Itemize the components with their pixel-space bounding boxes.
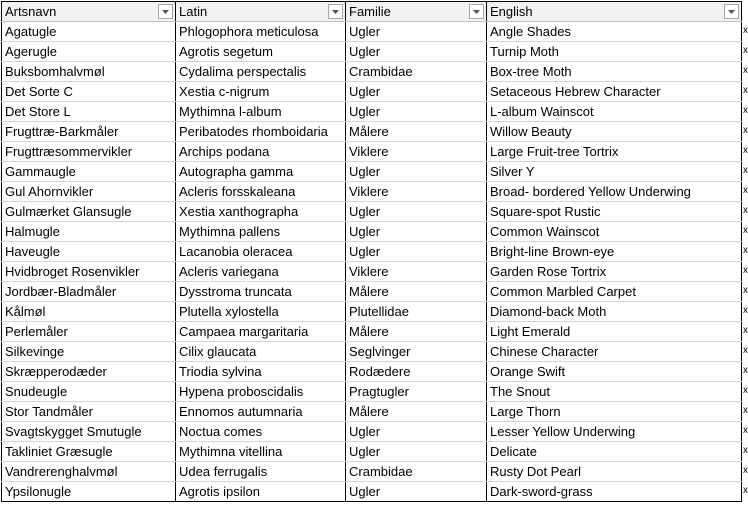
cell-english[interactable]: L-album Wainscot bbox=[487, 102, 742, 122]
cell-english[interactable]: Common Wainscot bbox=[487, 222, 742, 242]
cell-familie[interactable]: Målere bbox=[346, 122, 487, 142]
cell-artsnavn[interactable]: Stor Tandmåler bbox=[2, 402, 176, 422]
cell-english[interactable]: Broad- bordered Yellow Underwing bbox=[487, 182, 742, 202]
cell-latin[interactable]: Xestia xanthographa bbox=[176, 202, 346, 222]
header-row bbox=[2, 2, 742, 22]
cell-english[interactable]: Common Marbled Carpet bbox=[487, 282, 742, 302]
cell-latin[interactable]: Phlogophora meticulosa bbox=[176, 22, 346, 42]
table-row bbox=[2, 162, 742, 182]
cell-english[interactable]: The Snout bbox=[487, 382, 742, 402]
table-row bbox=[2, 222, 742, 242]
cell-latin[interactable]: Hypena proboscidalis bbox=[176, 382, 346, 402]
table-row bbox=[2, 442, 742, 462]
table-row bbox=[2, 202, 742, 222]
cell-familie[interactable]: Ugler bbox=[346, 222, 487, 242]
table-row bbox=[2, 482, 742, 502]
table-row bbox=[2, 22, 742, 42]
cell-artsnavn[interactable]: Gammaugle bbox=[2, 162, 176, 182]
overflow-marker: x bbox=[743, 225, 748, 236]
cell-latin[interactable]: Lacanobia oleracea bbox=[176, 242, 346, 262]
table-row bbox=[2, 322, 742, 342]
cell-artsnavn[interactable]: Halmugle bbox=[2, 222, 176, 242]
overflow-marker: x bbox=[743, 265, 748, 276]
cell-artsnavn[interactable]: Perlemåler bbox=[2, 322, 176, 342]
cell-latin[interactable]: Agrotis ipsilon bbox=[176, 482, 346, 502]
cell-familie[interactable]: Ugler bbox=[346, 422, 487, 442]
overflow-marker: x bbox=[743, 85, 748, 96]
cell-latin[interactable]: Mythimna l-album bbox=[176, 102, 346, 122]
cell-artsnavn[interactable]: Ypsilonugle bbox=[2, 482, 176, 502]
table-row bbox=[2, 182, 742, 202]
cell-familie[interactable]: Ugler bbox=[346, 442, 487, 462]
cell-latin[interactable]: Plutella xylostella bbox=[176, 302, 346, 322]
table-body bbox=[2, 22, 742, 502]
species-table bbox=[1, 1, 742, 502]
cell-artsnavn[interactable]: Snudeugle bbox=[2, 382, 176, 402]
cell-english[interactable]: Delicate bbox=[487, 442, 742, 462]
cell-artsnavn[interactable]: Kålmøl bbox=[2, 302, 176, 322]
filter-dropdown-button[interactable] bbox=[724, 4, 739, 19]
cell-artsnavn[interactable]: Agatugle bbox=[2, 22, 176, 42]
cell-latin[interactable]: Dysstroma truncata bbox=[176, 282, 346, 302]
table-row bbox=[2, 402, 742, 422]
cell-english[interactable]: Rusty Dot Pearl bbox=[487, 462, 742, 482]
cell-english[interactable]: Light Emerald bbox=[487, 322, 742, 342]
overflow-marker: x bbox=[743, 25, 748, 36]
cell-english[interactable]: Square-spot Rustic bbox=[487, 202, 742, 222]
cell-familie[interactable]: Seglvinger bbox=[346, 342, 487, 362]
cell-artsnavn[interactable]: Gul Ahornvikler bbox=[2, 182, 176, 202]
cell-familie[interactable]: Ugler bbox=[346, 202, 487, 222]
table-row bbox=[2, 362, 742, 382]
overflow-marker: x bbox=[743, 425, 748, 436]
overflow-marker: x bbox=[743, 305, 748, 316]
table-row bbox=[2, 382, 742, 402]
cell-english[interactable]: Orange Swift bbox=[487, 362, 742, 382]
filter-dropdown-button[interactable] bbox=[469, 4, 484, 19]
table-row bbox=[2, 142, 742, 162]
cell-familie[interactable]: Crambidae bbox=[346, 62, 487, 82]
cell-artsnavn[interactable]: Vandrerenghalvmøl bbox=[2, 462, 176, 482]
cell-familie[interactable]: Crambidae bbox=[346, 462, 487, 482]
dropdown-arrow-icon bbox=[332, 10, 339, 14]
cell-artsnavn[interactable]: Hvidbroget Rosenvikler bbox=[2, 262, 176, 282]
overflow-marker: x bbox=[743, 385, 748, 396]
cell-english[interactable]: Dark-sword-grass bbox=[487, 482, 742, 502]
cell-artsnavn[interactable]: Buksbomhalvmøl bbox=[2, 62, 176, 82]
cell-familie[interactable]: Målere bbox=[346, 322, 487, 342]
cell-artsnavn[interactable]: Agerugle bbox=[2, 42, 176, 62]
overflow-marker: x bbox=[743, 45, 748, 56]
dropdown-arrow-icon bbox=[162, 10, 169, 14]
column-header-latin[interactable] bbox=[176, 2, 346, 22]
cell-familie[interactable]: Ugler bbox=[346, 22, 487, 42]
table-row bbox=[2, 422, 742, 442]
overflow-marker: x bbox=[743, 365, 748, 376]
cell-english[interactable]: Silver Y bbox=[487, 162, 742, 182]
table-row bbox=[2, 102, 742, 122]
cell-artsnavn[interactable]: Takliniet Græsugle bbox=[2, 442, 176, 462]
overflow-marker: x bbox=[743, 325, 748, 336]
table-row bbox=[2, 302, 742, 322]
cell-familie[interactable]: Ugler bbox=[346, 82, 487, 102]
column-header-label: Artsnavn bbox=[5, 4, 57, 19]
cell-latin[interactable]: Cydalima perspectalis bbox=[176, 62, 346, 82]
overflow-marker: x bbox=[743, 185, 748, 196]
cell-english[interactable]: Angle Shades bbox=[487, 22, 742, 42]
overflow-marker: x bbox=[743, 65, 748, 76]
overflow-marker: x bbox=[743, 125, 748, 136]
table-row bbox=[2, 42, 742, 62]
cell-english[interactable]: Garden Rose Tortrix bbox=[487, 262, 742, 282]
filter-dropdown-button[interactable] bbox=[158, 4, 173, 19]
overflow-marker: x bbox=[743, 465, 748, 476]
cell-english[interactable]: Turnip Moth bbox=[487, 42, 742, 62]
cell-english[interactable]: Diamond-back Moth bbox=[487, 302, 742, 322]
cell-latin[interactable]: Campaea margaritaria bbox=[176, 322, 346, 342]
cell-latin[interactable]: Peribatodes rhomboidaria bbox=[176, 122, 346, 142]
cell-artsnavn[interactable]: Haveugle bbox=[2, 242, 176, 262]
cell-familie[interactable]: Målere bbox=[346, 282, 487, 302]
overflow-marker: x bbox=[743, 205, 748, 216]
cell-familie[interactable]: Ugler bbox=[346, 162, 487, 182]
overflow-marker: x bbox=[743, 345, 748, 356]
cell-artsnavn[interactable]: Svagtskygget Smutugle bbox=[2, 422, 176, 442]
cell-english[interactable]: Box-tree Moth bbox=[487, 62, 742, 82]
cell-artsnavn[interactable]: Jordbær-Bladmåler bbox=[2, 282, 176, 302]
dropdown-arrow-icon bbox=[473, 10, 480, 14]
table-row bbox=[2, 262, 742, 282]
cell-artsnavn[interactable]: Skræpperodæder bbox=[2, 362, 176, 382]
overflow-marker: x bbox=[743, 405, 748, 416]
cell-latin[interactable]: Acleris forsskaleana bbox=[176, 182, 346, 202]
cell-latin[interactable]: Agrotis segetum bbox=[176, 42, 346, 62]
cell-latin[interactable]: Acleris variegana bbox=[176, 262, 346, 282]
cell-familie[interactable]: Ugler bbox=[346, 102, 487, 122]
column-header-label: Familie bbox=[349, 4, 391, 19]
cell-familie[interactable]: Ugler bbox=[346, 242, 487, 262]
cell-latin[interactable]: Mythimna vitellina bbox=[176, 442, 346, 462]
cell-familie[interactable]: Rodædere bbox=[346, 362, 487, 382]
column-header-label: Latin bbox=[179, 4, 208, 19]
filter-dropdown-button[interactable] bbox=[328, 4, 343, 19]
cell-artsnavn[interactable]: Frugttræ-Barkmåler bbox=[2, 122, 176, 142]
table-row bbox=[2, 282, 742, 302]
column-header-label: English bbox=[490, 4, 533, 19]
cell-familie[interactable]: Ugler bbox=[346, 42, 487, 62]
cell-artsnavn[interactable]: Gulmærket Glansugle bbox=[2, 202, 176, 222]
cell-english[interactable]: Large Thorn bbox=[487, 402, 742, 422]
overflow-marker: x bbox=[743, 445, 748, 456]
table-row bbox=[2, 82, 742, 102]
cell-familie[interactable]: Pragtugler bbox=[346, 382, 487, 402]
overflow-marker: x bbox=[743, 285, 748, 296]
cell-latin[interactable]: Xestia c-nigrum bbox=[176, 82, 346, 102]
table-row bbox=[2, 62, 742, 82]
cell-artsnavn[interactable]: Det Store L bbox=[2, 102, 176, 122]
cell-latin[interactable]: Mythimna pallens bbox=[176, 222, 346, 242]
cell-english[interactable]: Large Fruit-tree Tortrix bbox=[487, 142, 742, 162]
cell-english[interactable]: Chinese Character bbox=[487, 342, 742, 362]
overflow-marker: x bbox=[743, 245, 748, 256]
cell-familie[interactable]: Plutellidae bbox=[346, 302, 487, 322]
overflow-marker: x bbox=[743, 145, 748, 156]
dropdown-arrow-icon bbox=[728, 10, 735, 14]
table-row bbox=[2, 342, 742, 362]
table-row bbox=[2, 122, 742, 142]
cell-english[interactable]: Lesser Yellow Underwing bbox=[487, 422, 742, 442]
cell-english[interactable]: Setaceous Hebrew Character bbox=[487, 82, 742, 102]
cell-artsnavn[interactable]: Silkevinge bbox=[2, 342, 176, 362]
cell-latin[interactable]: Triodia sylvina bbox=[176, 362, 346, 382]
overflow-column-edge bbox=[743, 21, 748, 501]
cell-latin[interactable]: Udea ferrugalis bbox=[176, 462, 346, 482]
cell-latin[interactable]: Cilix glaucata bbox=[176, 342, 346, 362]
table-row bbox=[2, 242, 742, 262]
cell-artsnavn[interactable]: Det Sorte C bbox=[2, 82, 176, 102]
cell-latin[interactable]: Archips podana bbox=[176, 142, 346, 162]
cell-familie[interactable]: Viklere bbox=[346, 142, 487, 162]
overflow-marker: x bbox=[743, 485, 748, 496]
cell-artsnavn[interactable]: Frugttræsommervikler bbox=[2, 142, 176, 162]
cell-familie[interactable]: Viklere bbox=[346, 262, 487, 282]
cell-latin[interactable]: Ennomos autumnaria bbox=[176, 402, 346, 422]
cell-familie[interactable]: Målere bbox=[346, 402, 487, 422]
column-header-artsnavn[interactable] bbox=[2, 2, 176, 22]
cell-latin[interactable]: Noctua comes bbox=[176, 422, 346, 442]
overflow-marker: x bbox=[743, 165, 748, 176]
cell-latin[interactable]: Autographa gamma bbox=[176, 162, 346, 182]
overflow-marker: x bbox=[743, 105, 748, 116]
cell-familie[interactable]: Ugler bbox=[346, 482, 487, 502]
cell-english[interactable]: Willow Beauty bbox=[487, 122, 742, 142]
cell-english[interactable]: Bright-line Brown-eye bbox=[487, 242, 742, 262]
table-row bbox=[2, 462, 742, 482]
cell-familie[interactable]: Viklere bbox=[346, 182, 487, 202]
column-header-familie[interactable] bbox=[346, 2, 487, 22]
column-header-english[interactable] bbox=[487, 2, 742, 22]
